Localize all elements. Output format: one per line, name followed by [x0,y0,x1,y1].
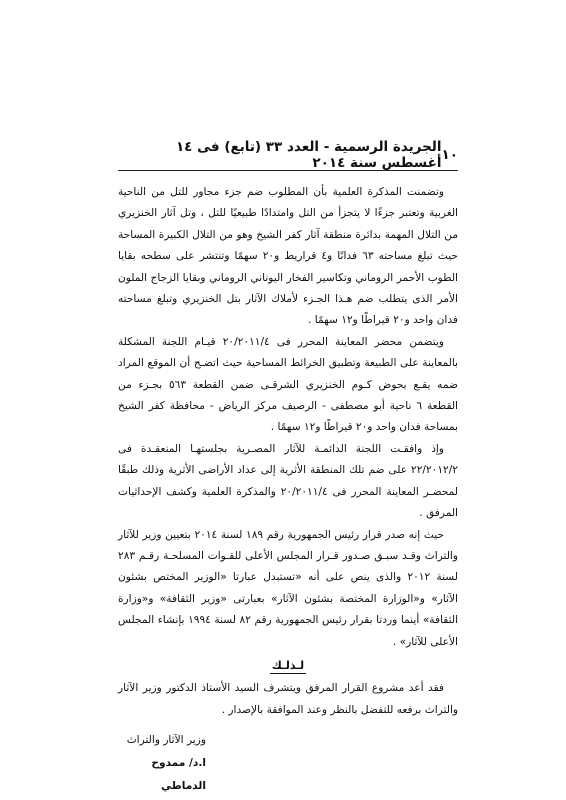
paragraph-scientific-memo: وتضمنت المذكرة العلمية بأن المطلوب ضم جزء مجاور للتل من الناحية الغربية وتعتبر جزءًا لا يتجزأ من التل وامتدادًا طبيعيًا للتل ، وتل آثار الخنزيري من التلال المهمة بدائرة منطقة آثار كفر الشيخ وهو من التلال الكبيرة المساحة حيث تبلغ مساحته ٦٣ فدانًا و٤ قراريط و٢٠ سهمًا وتنتشر على سطحه بقايا الطوب الأحمر الروماني وتكاسير الفخار اليوناني الروماني وبقايا الزجاج الملون الأمر الذى يتطلب ضم هـذا الجـزء لأملاك الآثار بتل الخنزيري وتبلغ مساحته فدان واحد و٢٠ قيراطًا و١٢ سهمًا . [118,186,458,327]
signature-name: ا.د/ ممدوح الدماطي [151,757,206,792]
section-heading [118,655,458,676]
header-divider [118,170,458,171]
paragraph-closing: فقد أعد مشروع القرار المرفق ويتشرف السيد الأستاذ الدكتور وزير الآثار والتراث برفعه للتفضل بالنظر وعند الموافقة بالإصدار . [118,682,458,716]
gazette-header-title: الجريدة الرسمية - العدد ٣٣ (تابع) فى ١٤ أغسطس سنة ٢٠١٤ [175,139,442,171]
page-number: ١٠ [441,147,458,163]
section-heading-text: لـذلـك [271,658,305,672]
document-body [118,182,458,721]
signature-title: وزير الآثار والتراث [126,734,206,746]
paragraph-presidential-decree: حيث إنه صدر قرار رئيس الجمهورية رقم ١٨٩ لسنة ٢٠١٤ بتعيين وزير للآثار والتراث وقـد سبـق صـدور قـرار المجلس الأعلى للقـوات المسلحـة رقـم ٢٨٣ لسنة ٢٠١٢ والذى ينص على أنه «تستبدل عبارتا «الوزير المختص بشئون الآثار» و«الوزارة المختصة بشئون الآثار» بعبارتى «وزير الثقافة» و«وزارة الثقافة» أينما وردتا بقرار رئيس الجمهورية رقم ٨٢ لسنة ١٩٩٤ بإنشاء المجلس الأعلى للآثار» . [118,528,459,648]
paragraph-committee-approval: وإذ وافقـت اللجنة الدائمـة للآثار المصـرية بجلستهـا المنعقـدة فى ٢٢/٢٠١٢/٢ على ضم تلك المنطقة الأثرية إلى عداد الأراضى الأثرية وذلك طبقًا لمحضـر المعاينة المحرر فى ٢٠/٢٠١١/٤ والمذكرة العلمية وكشف الإحداثيات المرفق . [118,442,458,520]
paragraph-inspection-report: ويتضمن محضر المعاينة المحرر فى ٢٠/٢٠١١/٤ قيـام اللجنة المشكلة بالمعاينة على الطبيعة وتطبيق الخرائط المساحية حيث اتضـح أن الموقع المراد ضمه يقـع بحوض كـوم الخنزيري الشرقـى ضمن القطعة ٥٦٣ بجـزء من القطعة ٦ ناحية أبو مصطفى - الرصيف مركز الرياض - محافظة كفر الشيخ بمساحة فدان واحد و٢٠ قيراطًا و١٢ سهمًا . [118,335,458,434]
signature-block [106,729,206,798]
page-header [118,139,458,171]
